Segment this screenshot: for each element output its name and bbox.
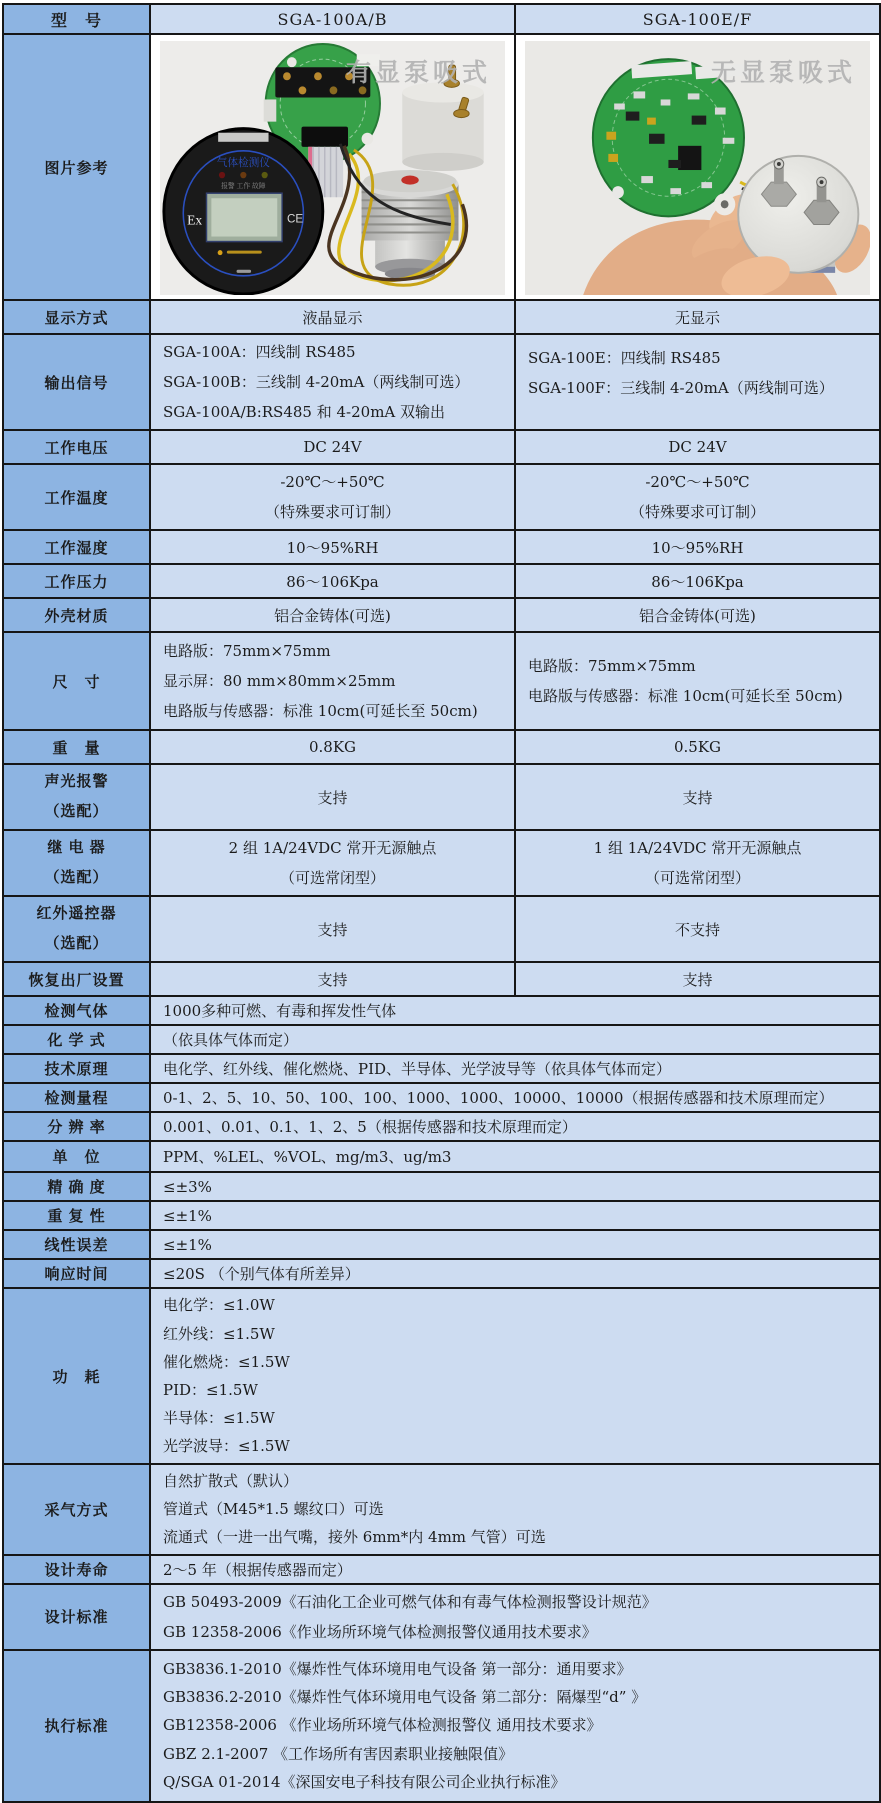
product-photo-sga-100ef <box>525 41 870 295</box>
row-voltage <box>3 430 880 464</box>
cell-relay-ef: 1 组 1A/24VDC 常开无源触点 （可选常闭型） <box>515 830 880 896</box>
row-display <box>3 300 880 334</box>
row-label-detect-gas: 检测气体 <box>3 996 150 1025</box>
cell-temperature-ef: -20℃～+50℃ （特殊要求可订制） <box>515 464 880 530</box>
row-label-output: 输出信号 <box>3 334 150 430</box>
cell-accuracy: ≤±3% <box>150 1172 880 1201</box>
row-label-power: 功 耗 <box>3 1288 150 1464</box>
row-label-accuracy: 精 确 度 <box>3 1172 150 1201</box>
row-label-model: 型 号 <box>3 4 150 34</box>
row-relay <box>3 830 880 896</box>
cell-chemical-formula: （依具体气体而定） <box>150 1025 880 1054</box>
model-name-ef: SGA-100E/F <box>515 4 880 34</box>
cell-output-ab: SGA-100A：四线制 RS485 SGA-100B：三线制 4-20mA（两线制可选） SGA-100A/B:RS485 和 4-20mA 双输出 <box>150 334 515 430</box>
row-label-housing: 外壳材质 <box>3 598 150 632</box>
svg-text:Ex: Ex <box>187 212 203 228</box>
row-model <box>3 4 880 34</box>
row-dimensions <box>3 632 880 730</box>
row-label-remote: 红外遥控器 （选配） <box>3 896 150 962</box>
row-label-design-standard: 设计标准 <box>3 1584 150 1650</box>
cell-housing-ef: 铝合金铸体(可选) <box>515 598 880 632</box>
row-label-linearity: 线性误差 <box>3 1230 150 1259</box>
cell-power: 电化学：≤1.0W 红外线：≤1.5W 催化燃烧：≤1.5W PID：≤1.5W 半导体：≤1.5W 光学波导：≤1.5W <box>150 1288 880 1464</box>
cell-weight-ef: 0.5KG <box>515 730 880 764</box>
row-output <box>3 334 880 430</box>
product-photo-sga-100ab <box>160 41 505 295</box>
cell-design-standard: GB 50493-2009《石油化工企业可燃气体和有毒气体检测报警设计规范》 GB 12358-2006《作业场所环境气体检测报警仪通用技术要求》 <box>150 1584 880 1650</box>
row-weight <box>3 730 880 764</box>
cell-remote-ef: 不支持 <box>515 896 880 962</box>
row-power <box>3 1288 880 1464</box>
sensor-cylinder-icon <box>738 156 858 273</box>
watermark-no-display: 无显泵吸式 <box>710 59 856 87</box>
cell-executive-standard: GB3836.1-2010《爆炸性气体环境用电气设备 第一部分：通用要求》 GB3836.2-2010《爆炸性气体环境用电气设备 第二部分：隔爆型“d” 》 GB12358-2006 《作业场所环境气体检测报警仪 通用技术要求》 GBZ 2.1-2007 《工作场所有害因素职业接触限值》 Q/SGA 01-2014《深国安电子科技有限公司企业执行标准》 <box>150 1650 880 1802</box>
row-sampling <box>3 1464 880 1555</box>
cell-sampling: 自然扩散式（默认） 管道式（M45*1.5 螺纹口）可选 流通式（一进一出气嘴，接外 6mm*内 4mm 气管）可选 <box>150 1464 880 1555</box>
model-name-ab: SGA-100A/B <box>150 4 515 34</box>
cell-housing-ab: 铝合金铸体(可选) <box>150 598 515 632</box>
row-label-alarm: 声光报警 （选配） <box>3 764 150 830</box>
cell-relay-ab: 2 组 1A/24VDC 常开无源触点 （可选常闭型） <box>150 830 515 896</box>
sensor-cylinder-icon <box>362 170 459 280</box>
cell-display-ef: 无显示 <box>515 300 880 334</box>
row-label-photos: 图片参考 <box>3 34 150 300</box>
cell-unit: PPM、%LEL、%VOL、mg/m3、ug/m3 <box>150 1141 880 1172</box>
row-label-repeatability: 重 复 性 <box>3 1201 150 1230</box>
row-label-pressure: 工作压力 <box>3 564 150 598</box>
cell-humidity-ab: 10～95%RH <box>150 530 515 564</box>
cell-voltage-ab: DC 24V <box>150 430 515 464</box>
cell-display-ab: 液晶显示 <box>150 300 515 334</box>
cell-alarm-ef: 支持 <box>515 764 880 830</box>
row-resolution <box>3 1112 880 1141</box>
cell-repeatability: ≤±1% <box>150 1201 880 1230</box>
row-label-factory-reset: 恢复出厂设置 <box>3 962 150 996</box>
watermark-pump-display: 有显泵吸式 <box>345 59 491 87</box>
row-chemical-formula <box>3 1025 880 1054</box>
row-label-resolution: 分 辨 率 <box>3 1112 150 1141</box>
row-response-time <box>3 1259 880 1288</box>
cell-temperature-ab: -20℃～+50℃ （特殊要求可订制） <box>150 464 515 530</box>
row-accuracy <box>3 1172 880 1201</box>
row-label-relay: 继 电 器 （选配） <box>3 830 150 896</box>
photo-cell-ab <box>150 34 515 300</box>
row-remote <box>3 896 880 962</box>
row-humidity <box>3 530 880 564</box>
row-executive-standard <box>3 1650 880 1802</box>
row-design-standard <box>3 1584 880 1650</box>
row-principle <box>3 1054 880 1083</box>
cell-linearity: ≤±1% <box>150 1230 880 1259</box>
row-range <box>3 1083 880 1112</box>
cell-alarm-ab: 支持 <box>150 764 515 830</box>
cell-factory-reset-ab: 支持 <box>150 962 515 996</box>
cell-dimensions-ef: 电路版：75mm×75mm 电路版与传感器：标准 10cm(可延长至 50cm) <box>515 632 880 730</box>
row-label-dimensions: 尺 寸 <box>3 632 150 730</box>
svg-text:CE: CE <box>286 211 304 226</box>
cell-lifespan: 2～5 年（根据传感器而定） <box>150 1555 880 1584</box>
row-pressure <box>3 564 880 598</box>
cell-pressure-ab: 86～106Kpa <box>150 564 515 598</box>
row-temperature <box>3 464 880 530</box>
cell-principle: 电化学、红外线、催化燃烧、PID、半导体、光学波导等（依具体气体而定） <box>150 1054 880 1083</box>
cell-output-ef: SGA-100E：四线制 RS485 SGA-100F：三线制 4-20mA（两线制可选） <box>515 334 880 430</box>
row-label-display: 显示方式 <box>3 300 150 334</box>
row-factory-reset <box>3 962 880 996</box>
cell-response-time: ≤20S （个别气体有所差异） <box>150 1259 880 1288</box>
row-label-executive-standard: 执行标准 <box>3 1650 150 1802</box>
row-label-principle: 技术原理 <box>3 1054 150 1083</box>
spec-table <box>2 3 881 1803</box>
cell-factory-reset-ef: 支持 <box>515 962 880 996</box>
row-photos <box>3 34 880 300</box>
row-label-range: 检测量程 <box>3 1083 150 1112</box>
cell-remote-ab: 支持 <box>150 896 515 962</box>
row-label-unit: 单 位 <box>3 1141 150 1172</box>
row-label-chemical-formula: 化 学 式 <box>3 1025 150 1054</box>
row-housing <box>3 598 880 632</box>
row-label-humidity: 工作湿度 <box>3 530 150 564</box>
row-lifespan <box>3 1555 880 1584</box>
cell-weight-ab: 0.8KG <box>150 730 515 764</box>
photo-cell-ef <box>515 34 880 300</box>
row-detect-gas <box>3 996 880 1025</box>
cell-range: 0-1、2、5、10、50、100、100、1000、1000、10000、10000（根据传感器和技术原理而定） <box>150 1083 880 1112</box>
gas-detector-icon <box>164 129 323 294</box>
cell-detect-gas: 1000多种可燃、有毒和挥发性气体 <box>150 996 880 1025</box>
cell-humidity-ef: 10～95%RH <box>515 530 880 564</box>
row-alarm <box>3 764 880 830</box>
svg-text:气体检测仪: 气体检测仪 <box>216 156 270 170</box>
cell-pressure-ef: 86～106Kpa <box>515 564 880 598</box>
row-label-voltage: 工作电压 <box>3 430 150 464</box>
row-label-response-time: 响应时间 <box>3 1259 150 1288</box>
row-label-weight: 重 量 <box>3 730 150 764</box>
row-label-temperature: 工作温度 <box>3 464 150 530</box>
cell-voltage-ef: DC 24V <box>515 430 880 464</box>
row-repeatability <box>3 1201 880 1230</box>
cell-dimensions-ab: 电路版：75mm×75mm 显示屏：80 mm×80mm×25mm 电路版与传感器：标准 10cm(可延长至 50cm) <box>150 632 515 730</box>
row-label-lifespan: 设计寿命 <box>3 1555 150 1584</box>
row-unit <box>3 1141 880 1172</box>
cell-resolution: 0.001、0.01、0.1、1、2、5（根据传感器和技术原理而定） <box>150 1112 880 1141</box>
svg-text:报警 工作 故障: 报警 工作 故障 <box>221 183 266 191</box>
row-label-sampling: 采气方式 <box>3 1464 150 1555</box>
row-linearity <box>3 1230 880 1259</box>
